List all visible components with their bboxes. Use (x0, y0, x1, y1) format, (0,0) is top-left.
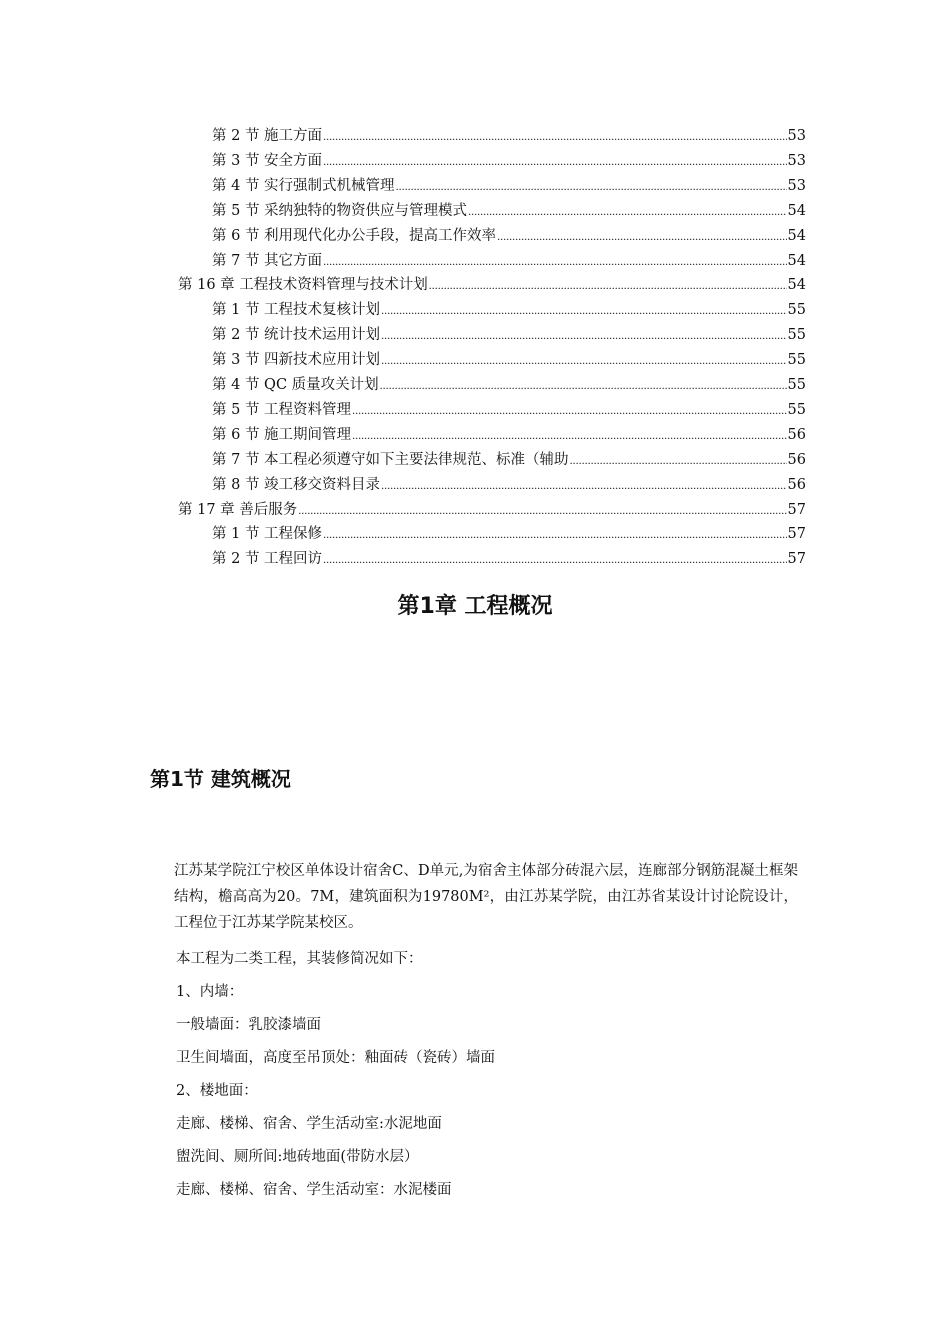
toc-page-number: 55 (787, 302, 806, 319)
toc-page-number: 57 (787, 501, 806, 518)
toc-page-number: 54 (787, 277, 806, 294)
toc-entry[interactable] (212, 174, 806, 199)
toc-entry[interactable] (212, 298, 806, 323)
toc-leader-dots (298, 498, 786, 523)
toc-leader-dots (396, 174, 787, 199)
toc-entry-text: 第 1 节 工程技术复核计划 (212, 302, 381, 319)
toc-page-number: 57 (787, 526, 806, 543)
toc-leader-dots (323, 149, 786, 174)
toc-entry[interactable] (212, 124, 806, 149)
intro-paragraph: 江苏某学院江宁校区单体设计宿舍C、D单元,为宿舍主体部分砖混六层，连廊部分钢筋混凝土框架结构，檐高高为20。7M，建筑面积为19780M²，由江苏某学院，由江苏省某设计讨论院设计，工程位于江苏某学院某校区。 (174, 863, 798, 931)
toc-leader-dots (381, 473, 786, 498)
toc-leader-dots (323, 522, 786, 547)
body-line: 走廊、楼梯、宿舍、学生活动室：水泥楼面 (176, 1182, 452, 1198)
toc-leader-dots (323, 124, 786, 149)
toc-leader-dots (381, 348, 786, 373)
toc-page-number: 55 (787, 327, 806, 344)
chapter-heading: 第1章 工程概况 (397, 594, 553, 619)
toc-entry-text: 第 4 节 QC 质量攻关计划 (212, 377, 379, 393)
toc-entry[interactable] (212, 199, 806, 224)
toc-entry-text: 第 17 章 善后服务 (178, 501, 298, 518)
toc-page-number: 54 (787, 252, 806, 269)
toc-page-number: 55 (787, 377, 806, 393)
toc-entry-text: 第 16 章 工程技术资料管理与技术计划 (178, 277, 428, 294)
toc-entry-text: 第 6 节 施工期间管理 (212, 426, 352, 443)
body-line: 1、内墙： (176, 984, 244, 1000)
toc-leader-dots (497, 224, 786, 249)
body-line: 走廊、楼梯、宿舍、学生活动室:水泥地面 (176, 1116, 442, 1132)
toc-entry-text: 第 7 节 本工程必须遵守如下主要法律规范、标准（辅助 (212, 451, 569, 468)
toc-entry[interactable] (212, 448, 806, 473)
body-line: 本工程为二类工程，其装修简况如下： (176, 951, 423, 967)
toc-entry[interactable] (212, 224, 806, 249)
toc-leader-dots (381, 298, 786, 323)
body-line: 一般墙面：乳胶漆墙面 (176, 1017, 321, 1033)
toc-leader-dots (352, 398, 786, 423)
toc-leader-dots (381, 323, 786, 348)
toc-page-number: 54 (787, 202, 806, 219)
toc-page-number: 53 (787, 128, 806, 144)
toc-entry[interactable] (212, 373, 806, 398)
toc-entry[interactable] (178, 273, 806, 298)
toc-entry[interactable] (212, 547, 806, 572)
toc-entry-text: 第 2 节 统计技术运用计划 (212, 327, 381, 344)
toc-entry-text: 第 1 节 工程保修 (212, 526, 323, 543)
toc-page-number: 53 (787, 152, 806, 169)
toc-entry[interactable] (212, 348, 806, 373)
toc-entry-text: 第 5 节 采纳独特的物资供应与管理模式 (212, 202, 468, 219)
toc-page-number: 56 (787, 476, 806, 493)
body-line: 卫生间墙面，高度至吊顶处：釉面砖（瓷砖）墙面 (176, 1050, 495, 1066)
toc-entry-text: 第 8 节 竣工移交资料目录 (212, 476, 381, 493)
toc-entry[interactable] (212, 423, 806, 448)
toc-leader-dots (570, 448, 787, 473)
toc-entry-text: 第 3 节 安全方面 (212, 152, 323, 169)
toc-entry[interactable] (212, 149, 806, 174)
toc-leader-dots (468, 199, 786, 224)
toc-entry[interactable] (212, 398, 806, 423)
toc-entry-text: 第 2 节 施工方面 (212, 128, 323, 144)
toc-entry-text: 第 7 节 其它方面 (212, 252, 323, 269)
toc-entry-text: 第 4 节 实行强制式机械管理 (212, 177, 395, 194)
body-text (176, 858, 798, 1207)
toc-entry[interactable] (212, 249, 806, 274)
toc-entry[interactable] (178, 498, 806, 523)
body-line: 2、楼地面： (176, 1083, 258, 1099)
body-line: 盥洗间、厕所间:地砖地面(带防水层） (176, 1149, 419, 1165)
toc-entry[interactable] (212, 473, 806, 498)
toc-entry[interactable] (212, 522, 806, 547)
toc-page-number: 53 (787, 177, 806, 194)
toc-entry-text: 第 3 节 四新技术应用计划 (212, 352, 381, 369)
toc-leader-dots (429, 273, 787, 298)
toc-page-number: 55 (787, 401, 806, 418)
toc-leader-dots (380, 373, 787, 398)
toc-entry-text: 第 6 节 利用现代化办公手段，提高工作效率 (212, 227, 497, 244)
toc-leader-dots (352, 423, 786, 448)
toc-entry[interactable] (212, 323, 806, 348)
toc-leader-dots (323, 249, 786, 274)
toc-page-number: 56 (787, 451, 806, 468)
toc-leader-dots (323, 547, 786, 572)
toc-entry-text: 第 5 节 工程资料管理 (212, 401, 352, 418)
section-heading: 第1节 建筑概况 (150, 767, 291, 791)
toc-page-number: 57 (787, 551, 806, 568)
toc-entry-text: 第 2 节 工程回访 (212, 551, 323, 568)
toc-page-number: 56 (787, 426, 806, 443)
toc-page-number: 54 (787, 227, 806, 244)
toc-page-number: 55 (787, 352, 806, 369)
